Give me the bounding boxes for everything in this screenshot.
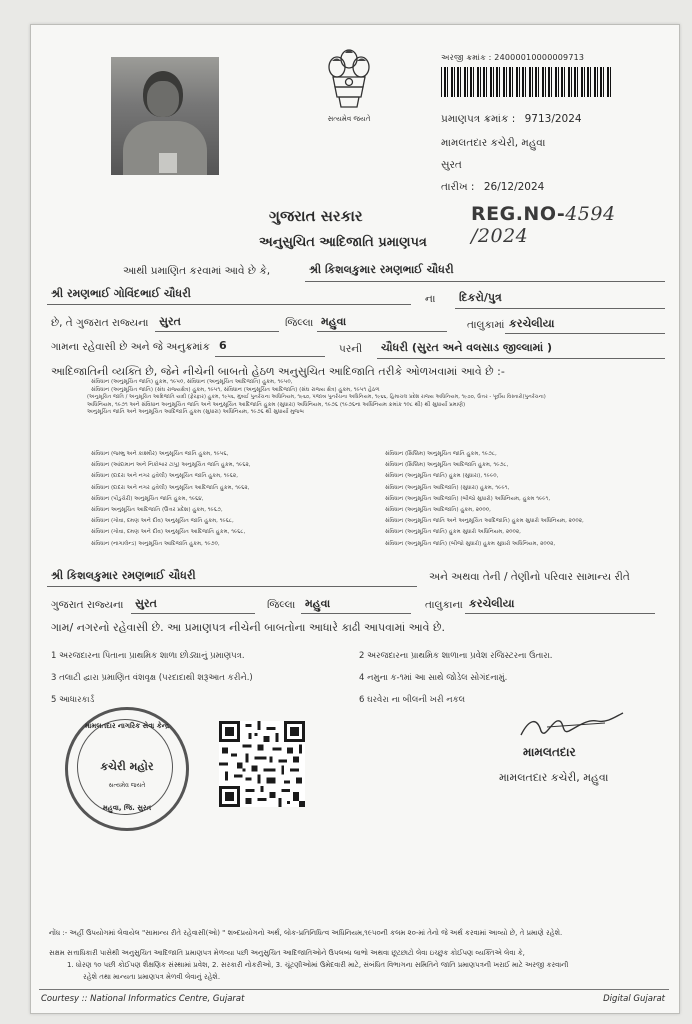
applicant-photo	[111, 57, 219, 175]
certificate-sheet	[30, 24, 680, 1014]
document-item: 6 ઘરવેરા ના બીલની ખરી નકલ	[359, 695, 466, 705]
seal-top-text: મામલતદાર નાગરિક સેવા કેન્દ્ર	[84, 722, 170, 730]
order-line: સંવિધાન (સિક્કિમ) અનુસૂચિત જાતિ હુકમ, ૧૯૭૮,	[385, 451, 497, 457]
taluka-value-repeat: કરચેલીયા	[469, 597, 515, 610]
issue-date-label: તારીખ :	[441, 181, 475, 193]
note-benefits-items: 1. ધોરણ ૧૦ પછી કોઈપણ શૈક્ષણિક સંસ્થામાં પ્રવેશ, 2. સરકારી નોકરીઓ, 3. ચૂંટણીઓમાં ઉમેદવારી માટે, સંબંધિત વિભાગના સમિતિને જાતિ પ્રમાણપત્રની ખરાઈ માટે અરજી કરવાની	[67, 961, 569, 969]
order-line: સંવિધાન (ગોવા, દમણ અને દીવ) અનુસૂચિત આદિજાતિ હુકમ, ૧૯૬૮,	[91, 529, 246, 536]
order-line: (અનુસૂચિત જાતિ / અનુસૂચિત આદિજાતિ યાદી (ફેરફાર) હુકમ, ૧૯૫૬, મુંબઈ પુનર્રચના અધિનિયમ, ૧૯૬૦, પંજાબ પુનર્રચના અધિનિયમ, ૧૯૬૬, હિમાચલ પ્રદેશ રાજ્ય અધિનિયમ, ૧૯૭૦, ઉત્તર - પૂર્વીય વિસ્તારો(પુનર્રચના)	[87, 394, 546, 401]
serial-number: 6	[219, 339, 227, 352]
order-line: સંવિધાન (અનુસૂચિત જાતિ) (સંઘ રાજ્યક્ષેત્ર) હુકમ, ૧૯૫૧, સંવિધાન (અનુસૂચિત આદિજાતિ) (સંઘ રાજ્ય ક્ષેત્ર) હુકમ, ૧૯૫૧ હેઠળ	[91, 386, 380, 393]
seal-center-text: કચેરી મહોર	[100, 760, 154, 773]
order-line: સંવિધાન (અનુસૂચિત જાતિ અને અનુસૂચિત આદિજાતિ) હુકમ સુધારો અધિનિયમ, ૨૦૦૨,	[385, 518, 584, 525]
order-line: સંવિધાન (આંદામાન અને નિકોબાર ટાપુ) અનુસૂચિત જાતિ હુકમ, ૧૯૬૨,	[91, 462, 251, 469]
government-heading: ગુજરાત સરકાર	[269, 207, 363, 225]
taluka-label-repeat: તાલુકાના	[425, 599, 463, 611]
officer-signature	[517, 709, 627, 743]
order-line: સંવિધાન (અનુસૂચિત આદિજાતિ) (સુધારા) હુકમ, ૧૯૯૧,	[385, 484, 510, 491]
document-item: 2 અરજદારના પ્રાથમિક શાળાના પ્રવેશ રજિસ્ટરના ઉતારા.	[359, 651, 553, 661]
serial-suffix: પરની	[339, 343, 363, 355]
order-line: અનુસૂચિત જાતિ અને અનુસૂચિત આદિજાતિ હુકમ (સુધારા) અધિનિયમ, ૧૯૭૬ થી સુધાર્યા મુજબ	[87, 409, 304, 416]
certify-text: આથી પ્રમાણિત કરવામાં આવે છે કે,	[123, 265, 271, 277]
state-prefix-repeat: ગુજરાત રાજ્યના	[51, 599, 124, 611]
note-benefits-end: રહેશે તથા માન્યતા પ્રમાણપત્ર મેળવી લેવાનું રહેશે.	[83, 973, 221, 981]
order-line: અધિનિયમ, ૧૯૭૧ અને સંવિધાન અનુસૂચિત જાતિ અને અનુસૂચિત આદિજાતિ હુકમ (સુધારા) અધિનિયમ, ૧૯૭૬ (૧૯૭૬ના અધિનિયમ ક્રમાંક ૧૦૮ થી) થી સુધાર્યા પ્રમાણે)	[87, 401, 466, 408]
district-value-repeat: મહુવા	[305, 597, 331, 610]
issuing-district: સુરત	[441, 159, 462, 171]
orders-full	[87, 379, 546, 417]
order-line: સંવિધાન (અનુસૂચિત જાતિ) હુકમ (સુધારા), ૧૯૯૦,	[385, 473, 499, 480]
office-seal	[65, 707, 189, 831]
relation-value: દિકરો/પુત્ર	[459, 291, 502, 304]
family-text: અને અથવા તેની / તેણીનો પરિવાર સામાન્ય રીતે	[429, 571, 630, 583]
footer-courtesy: Courtesy :: National Informatics Centre, Gujarat	[41, 994, 245, 1004]
certificate-number-row	[441, 113, 582, 126]
order-line: સંવિધાન (દાદરા અને નગર હવેલી) અનુસૂચિત જાતિ હુકમ, ૧૯૬૨,	[91, 473, 238, 480]
tribe-name: ચૌધરી (સુરત અને વલસાડ જીલ્લામાં )	[381, 341, 553, 354]
state-prefix: છે, તે ગુજરાત રાજ્યના	[51, 317, 149, 329]
tribe-recognition-text: આદિજાતિની વ્યક્તિ છે, જેને નીચેની બાબતો હેઠળ અનુસુચિત આદિજાતિ તરીકે ઓળખવામાં આવે છે :-	[51, 365, 505, 378]
applicant-name: શ્રી કિશલકુમાર રમણભાઈ ચૌધરી	[309, 263, 454, 276]
certificate-number-label: પ્રમાણપત્ર ક્રમાંક :	[441, 113, 516, 125]
note-residence: નોંધ :- અહીં ઉપયોગમાં લેવાયેલ "સામાન્ય રીતે રહેવાસી(ઓ) " શબ્દપ્રયોગનો અર્થ, લોક-પ્રતિનિધિત્વ અધિનિયમ,૧૯૫૦ની કલમ ૨૦-માં તેનો જે અર્થ કરવામાં આવ્યો છે, તે પ્રમાણે રહેશે.	[49, 929, 563, 937]
state-district-value: સુરત	[159, 315, 181, 328]
footer-digital-gujarat: Digital Gujarat	[603, 994, 665, 1004]
footer	[39, 989, 669, 1004]
parent-name: શ્રી રમણભાઈ ગોવિંદભાઈ ચૌધરી	[51, 287, 191, 300]
officer-office: મામલતદાર કચેરી, મહુવા	[499, 771, 609, 784]
national-emblem-icon	[319, 45, 379, 115]
order-line: સંવિધાન (ગોવા, દમણ અને દીવ) અનુસૂચિત જાતિ હુકમ, ૧૯૬૮,	[91, 518, 234, 525]
certificate-number: 9713/2024	[524, 113, 582, 125]
application-number: અરજી ક્રમાંક : 24000010000009713	[441, 53, 585, 62]
emblem-caption: સત્યમેવ જયતે	[327, 115, 371, 123]
applicant-name-repeat: શ્રી કિશલકુમાર રમણભાઈ ચૌધરી	[51, 569, 196, 582]
district-label: જિલ્લા	[285, 317, 314, 329]
document-item: 4 નમુના ક-૧માં આ સાથે જોડેલ સોગંદનામું.	[359, 673, 508, 683]
order-line: સંવિધાન (અનુસૂચિત જાતિ) હુકમ, ૧૯૫૦, સંવિધાન (અનુસૂચિત આદિજાતિ) હુકમ, ૧૯૫૦,	[91, 379, 293, 385]
officer-designation: મામલતદાર	[523, 745, 576, 759]
registration-number	[471, 203, 669, 247]
document-item: 1 અરજદારના પિતાના પ્રાથમિક શાળા છોડ્યાનું પ્રમાણપત્ર.	[51, 651, 245, 661]
issue-date: 26/12/2024	[483, 181, 545, 193]
certificate-title: અનુસુચિત આદિજાતિ પ્રમાણપત્ર	[259, 235, 427, 250]
document-item: 3 તલાટી દ્વારા પ્રમાણિત વંશવૃક્ષ (પરદાદાથી શરૂઆત કરીને.)	[51, 673, 253, 683]
orders-right-column	[385, 449, 584, 550]
district-label-repeat: જિલ્લા	[267, 599, 296, 611]
state-district-value-repeat: સુરત	[135, 597, 157, 610]
order-line: સંવિધાન (અનુસૂચિત આદિજાતિ) હુકમ, ૨૦૦૦,	[385, 507, 491, 514]
barcode	[441, 67, 611, 97]
order-line: સંવિધાન (સિક્કિમ) અનુસૂચિત આદિજાતિ હુકમ, ૧૯૭૮,	[385, 462, 509, 469]
document-item: 5 આધારકાર્ડ	[51, 695, 95, 705]
residence-text: ગામ/ નગરનો રહેવાસી છે. આ પ્રમાણપત્ર નીચેની બાબતોના આધારે કાઢી આપવામાં આવે છે.	[51, 621, 446, 634]
registration-value: 4594 /2024	[471, 203, 616, 247]
orders-left-column	[91, 449, 251, 550]
issuing-office: મામલતદાર કચેરી, મહુવા	[441, 137, 546, 149]
seal-motto: સત્યમેવ જયતે	[108, 782, 146, 789]
order-line: સંવિધાન (પોંડુચેરી) અનુસૂચિત જાતિ હુકમ, ૧૯૬૪,	[91, 495, 204, 502]
order-line: સંવિધાન (જમ્મુ અને કાશ્મીર) અનુસૂચિત જાતિ હુકમ, ૧૯૫૬,	[91, 451, 229, 457]
issue-date-row	[441, 181, 544, 194]
village-text: ગામના રહેવાસી છે અને જે અનુક્રમાંક	[51, 341, 210, 353]
taluka-value: કરચેલીયા	[509, 317, 555, 330]
district-value: મહુવા	[321, 315, 347, 328]
seal-bottom-text: મહુવા, જિ. સુરત	[102, 804, 152, 812]
taluka-label: તાલુકામાં	[467, 319, 505, 331]
order-line: સંવિધાન (અનુસૂચિત જાતિ) (બીજો સુધારો) હુકમ સુધારો અધિનિયમ, ૨૦૦૨,	[385, 540, 556, 547]
note-benefits: સક્ષમ સત્તાધિકારી પાસેથી અનુસુચિત આદિજાતિ પ્રમાણપત્ર મેળવ્યા પછી અનુસુચિત આદિજાતિઓને ઉપલબ્ધ લાભો અથવા છૂટછાટો લેવા ઇચ્છુક કોઈપણ વ્યક્તિએ લેવા કે,	[49, 949, 525, 957]
relation-label: ના	[425, 293, 436, 305]
order-line: સંવિધાન (અનુસૂચિત જાતિ) હુકમ સુધારો અધિનિયમ, ૨૦૦૨,	[385, 529, 521, 536]
order-line: સંવિધાન (દાદરા અને નગર હવેલી) અનુસૂચિત આદિજાતિ હુકમ, ૧૯૬૨,	[91, 484, 250, 491]
registration-prefix: REG.NO-	[471, 203, 566, 225]
order-line: સંવિધાન (અનુસૂચિત આદિજાતિ) (બીજો સુધારો) અધિનિયમ, હુકમ ૧૯૯૧,	[385, 495, 551, 502]
qr-code-icon	[219, 721, 305, 807]
order-line: સંવિધાન (નાગાલેન્ડ) અનુસૂચિત આદિજાતિ હુકમ, ૧૯૭૦,	[91, 540, 220, 547]
order-line: સંવિધાન અનુસૂચિત આદિજાતિ (ઉત્તર પ્રદેશ) હુકમ, ૧૯૬૭,	[91, 507, 223, 514]
